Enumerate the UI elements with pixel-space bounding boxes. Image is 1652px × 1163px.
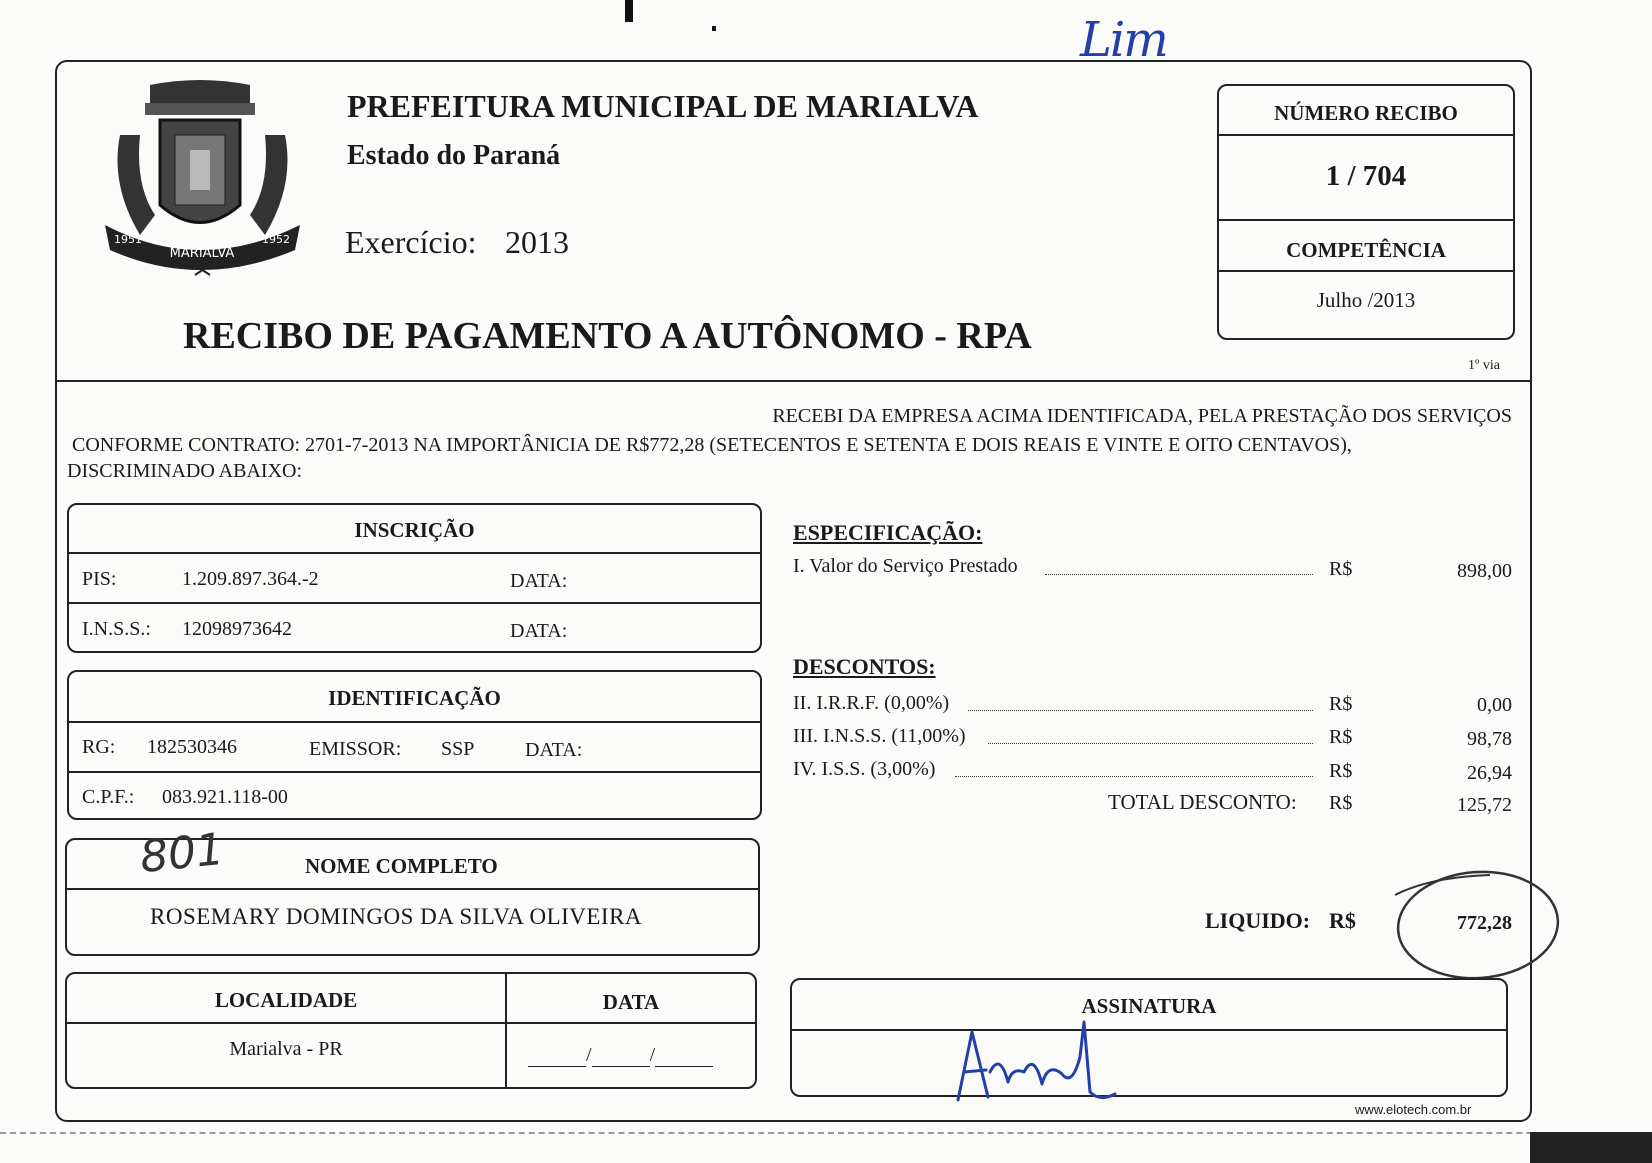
emissor-label: EMISSOR:: [309, 738, 402, 760]
pis-label: PIS:: [82, 568, 117, 590]
divider: [1219, 219, 1513, 221]
data-label: DATA: [602, 990, 660, 1014]
divider: [69, 602, 760, 604]
inss-date-label: DATA:: [510, 620, 568, 642]
statement-line-2: CONFORME CONTRATO: 2701-7-2013 NA IMPORTÂNICIA DE R$772,28 (SETECENTOS E SETENTA E DOIS REAIS E VINTE E OITO CENTAVOS),: [72, 434, 1352, 456]
leader-dots: [968, 710, 1313, 711]
liquido-label: LIQUIDO:: [1205, 908, 1311, 933]
divider: [1219, 270, 1513, 272]
inss-desc-value: 98,78: [1467, 728, 1512, 750]
iss-value: 26,94: [1467, 762, 1512, 784]
date-day-blank[interactable]: [528, 1048, 586, 1067]
date-year-blank[interactable]: [655, 1048, 713, 1067]
crest-ribbon-text: MARIALVA: [169, 246, 235, 261]
hand-drawn-circle: [1390, 865, 1565, 985]
total-currency: R$: [1329, 792, 1353, 814]
competence-label: COMPETÊNCIA: [1286, 238, 1446, 262]
signature-icon: [950, 1012, 1150, 1112]
state-name: Estado do Paraná: [347, 140, 561, 171]
divider: [69, 771, 760, 773]
statement-line-3: DISCRIMINADO ABAIXO:: [67, 460, 303, 482]
irrf-value: 0,00: [1477, 694, 1512, 716]
nome-title: NOME COMPLETO: [305, 854, 498, 878]
inss-currency: R$: [1329, 726, 1353, 748]
identificacao-title: IDENTIFICAÇÃO: [328, 686, 501, 710]
especificacao-title: ESPECIFICAÇÃO:: [793, 520, 983, 545]
service-value: 898,00: [1457, 560, 1512, 582]
pis-value: 1.209.897.364.-2: [182, 568, 319, 590]
divider: [69, 552, 760, 554]
handwritten-number: 801: [137, 823, 227, 884]
service-currency: R$: [1329, 558, 1353, 580]
inss-desc-label: III. I.N.S.S. (11,00%): [793, 725, 966, 747]
iss-label: IV. I.S.S. (3,00%): [793, 758, 936, 780]
divider: [67, 888, 758, 890]
liquido-value: 772,28: [1457, 912, 1512, 934]
descontos-title: DESCONTOS:: [793, 654, 936, 679]
cpf-value: 083.921.118-00: [162, 786, 288, 808]
localidade-value: Marialva - PR: [229, 1038, 343, 1060]
date-month-blank[interactable]: [592, 1048, 650, 1067]
exercise-year: 2013: [505, 224, 569, 260]
footer-website: www.elotech.com.br: [1355, 1102, 1472, 1117]
divider: [69, 721, 760, 723]
date-separator: /: [649, 1044, 656, 1066]
divider: [1219, 134, 1513, 136]
copy-label: 1º via: [1468, 358, 1500, 373]
statement-line-1: RECEBI DA EMPRESA ACIMA IDENTIFICADA, PELA PRESTAÇÃO DOS SERVIÇOS: [772, 405, 1512, 427]
leader-dots: [988, 743, 1313, 744]
inscricao-title: INSCRIÇÃO: [354, 518, 475, 542]
header-divider: [55, 380, 1530, 382]
leader-dots: [1045, 574, 1313, 575]
leader-dots: [955, 776, 1313, 777]
date-separator: /: [586, 1044, 592, 1066]
irrf-label: II. I.R.R.F. (0,00%): [793, 692, 950, 714]
document-title: RECIBO DE PAGAMENTO A AUTÔNOMO - RPA: [183, 315, 1032, 357]
scan-speck: [625, 0, 633, 22]
divider: [67, 1022, 755, 1024]
exercise-label: Exercício:: [345, 224, 477, 260]
localidade-label: LOCALIDADE: [214, 988, 358, 1012]
municipal-crest-icon: [100, 75, 305, 280]
institution-name: PREFEITURA MUNICIPAL DE MARIALVA: [347, 88, 979, 124]
scan-edge: [0, 1132, 1652, 1137]
service-label: I. Valor do Serviço Prestado: [793, 555, 1018, 577]
rg-label: RG:: [82, 736, 116, 758]
scan-speck: [712, 26, 716, 31]
assinatura-title: ASSINATURA: [1081, 994, 1217, 1018]
full-name: ROSEMARY DOMINGOS DA SILVA OLIVEIRA: [150, 904, 643, 929]
inss-label: I.N.S.S.:: [82, 618, 151, 640]
pis-date-label: DATA:: [510, 570, 568, 592]
irrf-currency: R$: [1329, 693, 1353, 715]
iss-currency: R$: [1329, 760, 1353, 782]
date-blank[interactable]: [528, 1044, 713, 1067]
liquido-currency: R$: [1329, 908, 1356, 933]
crest-year-left: 1951: [114, 233, 142, 246]
crest-year-right: 1952: [262, 233, 290, 246]
total-desconto-label: TOTAL DESCONTO:: [1108, 790, 1297, 814]
cpf-label: C.P.F.:: [82, 786, 135, 808]
receipt-number-label: NÚMERO RECIBO: [1274, 101, 1458, 125]
total-desconto-value: 125,72: [1457, 794, 1512, 816]
competence-value: Julho /2013: [1316, 288, 1416, 312]
receipt-number: 1 / 704: [1325, 160, 1407, 192]
handwritten-note: Lim: [1080, 12, 1167, 68]
scan-edge-dark: [1530, 1132, 1652, 1163]
rg-value: 182530346: [147, 736, 237, 758]
inss-value: 12098973642: [182, 618, 292, 640]
emissor-value: SSP: [441, 738, 475, 760]
rg-date-label: DATA:: [525, 739, 583, 761]
